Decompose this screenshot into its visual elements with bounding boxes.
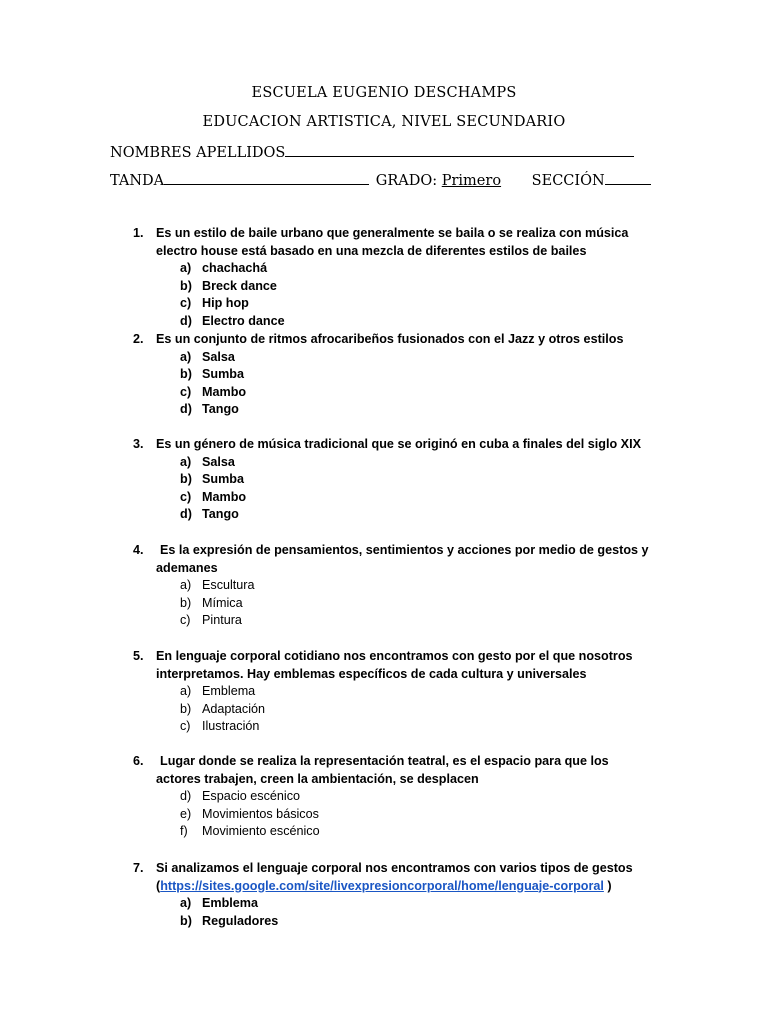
question-text: Es un estilo de baile urbano que generalmente se baila o se realiza con música electro house está basado en una mezcla de diferentes estilos de bailes — [156, 226, 629, 258]
option-text: Mambo — [202, 489, 247, 504]
option-letter: c) — [180, 296, 192, 311]
tanda-row — [110, 171, 651, 189]
option-d — [180, 401, 653, 419]
option-b — [180, 913, 653, 931]
option-text: Ilustración — [202, 719, 260, 734]
option-d — [180, 313, 653, 331]
option-b — [180, 701, 653, 719]
option-text: Salsa — [202, 454, 235, 469]
grado-label: GRADO: — [375, 173, 438, 189]
options-list — [180, 683, 653, 736]
option-b — [180, 278, 653, 296]
option-d — [180, 788, 653, 806]
option-letter: a) — [180, 349, 192, 364]
option-c — [180, 295, 653, 313]
option-a — [180, 260, 653, 278]
option-text: Sumba — [202, 472, 244, 487]
option-text: Escultura — [202, 578, 255, 592]
question-text-block: Si analizamos el lenguaje corporal nos encontramos con varios tipos de gestos (https://sites.google.com/site/livexpresioncorporal/home/lenguaje-corporal ) — [156, 861, 633, 893]
options-list — [180, 788, 653, 841]
option-letter: c) — [180, 384, 192, 399]
option-b — [180, 471, 653, 489]
question-text: Lugar donde se realiza la representación teatral, es el espacio para que los actores trabajen, creen la ambientación, se desplacen — [156, 754, 609, 786]
option-letter: b) — [180, 595, 192, 610]
option-a — [180, 349, 653, 367]
question-7 — [133, 860, 653, 930]
option-letter: b) — [180, 701, 192, 716]
option-letter: e) — [180, 806, 192, 821]
option-text: Sumba — [202, 367, 244, 382]
option-a — [180, 454, 653, 472]
option-letter: a) — [180, 578, 192, 592]
question-number: 1. — [133, 226, 144, 240]
question-text: Es un conjunto de ritmos afrocaribeños fusionados con el Jazz y otros estilos — [156, 332, 624, 346]
option-a — [180, 577, 653, 595]
option-text: Electro dance — [202, 313, 285, 328]
names-blank-line — [285, 143, 634, 157]
options-list — [180, 454, 653, 524]
option-text: Espacio escénico — [202, 789, 301, 803]
option-letter: c) — [180, 719, 191, 734]
option-text: Pintura — [202, 613, 242, 628]
options-list — [180, 577, 653, 630]
option-text: Movimiento escénico — [202, 824, 320, 839]
tanda-label: TANDA — [110, 173, 165, 189]
option-text: Emblema — [202, 684, 256, 698]
option-text: Reguladores — [202, 913, 279, 928]
question-5 — [133, 648, 653, 736]
grado-value: Primero — [441, 173, 502, 189]
question-2 — [133, 331, 653, 419]
reference-link[interactable]: https://sites.google.com/site/livexpresioncorporal/home/lenguaje-corporal — [160, 878, 604, 893]
option-letter: b) — [180, 913, 192, 928]
option-letter: a) — [180, 261, 192, 275]
option-letter: b) — [180, 472, 192, 487]
question-1 — [133, 225, 653, 330]
option-letter: d) — [180, 313, 192, 328]
question-number: 3. — [133, 437, 144, 451]
option-text: Adaptación — [202, 701, 266, 716]
subject-title: EDUCACION ARTISTICA, NIVEL SECUNDARIO — [202, 114, 566, 130]
option-text: Salsa — [202, 349, 235, 364]
option-d — [180, 506, 653, 524]
option-a — [180, 683, 653, 701]
question-number: 5. — [133, 649, 144, 663]
options-list — [180, 895, 653, 930]
option-c — [180, 718, 653, 736]
option-f — [180, 823, 653, 841]
option-letter: d) — [180, 789, 192, 803]
question-3 — [133, 436, 653, 524]
option-e — [180, 806, 653, 824]
option-text: Mambo — [202, 384, 247, 399]
option-text: Hip hop — [202, 296, 249, 311]
option-letter: a) — [180, 454, 192, 469]
question-number: 2. — [133, 332, 144, 346]
question-4 — [133, 542, 653, 630]
option-text: Tango — [202, 402, 239, 417]
option-letter: a) — [180, 896, 192, 910]
option-text: chachachá — [202, 261, 268, 275]
option-letter: f) — [180, 824, 188, 839]
question-text: En lenguaje corporal cotidiano nos encontramos con gesto por el que nosotros interpretamos. Hay emblemas específicos de cada cultura y universales — [156, 649, 633, 681]
option-letter: b) — [180, 278, 192, 293]
question-text: Si analizamos el lenguaje corporal nos encontramos con varios tipos de gestos — [156, 861, 633, 875]
option-letter: c) — [180, 613, 191, 628]
option-letter: b) — [180, 367, 192, 382]
question-number: 4. — [133, 543, 144, 557]
seccion-blank-line — [605, 171, 651, 185]
option-c — [180, 384, 653, 402]
options-list — [180, 260, 653, 330]
names-label: NOMBRES APELLIDOS — [110, 145, 286, 161]
school-name: ESCUELA EUGENIO DESCHAMPS — [251, 85, 517, 101]
option-text: Emblema — [202, 896, 258, 910]
option-text: Movimientos básicos — [202, 806, 319, 821]
question-number: 6. — [133, 754, 144, 768]
option-text: Mímica — [202, 595, 243, 610]
question-text: Es un género de música tradicional que se originó en cuba a finales del siglo XIX — [156, 437, 641, 451]
question-number: 7. — [133, 861, 144, 875]
seccion-label: SECCIÓN — [531, 173, 605, 189]
option-c — [180, 489, 653, 507]
question-6 — [133, 753, 653, 841]
option-text: Breck dance — [202, 278, 277, 293]
option-letter: d) — [180, 507, 192, 522]
tanda-blank-line — [164, 171, 369, 185]
option-letter: c) — [180, 489, 192, 504]
options-list — [180, 349, 653, 419]
option-letter: d) — [180, 402, 192, 417]
option-b — [180, 595, 653, 613]
names-row — [110, 143, 634, 161]
option-b — [180, 366, 653, 384]
option-text: Tango — [202, 507, 239, 522]
option-letter: a) — [180, 684, 192, 698]
question-text: Es la expresión de pensamientos, sentimientos y acciones por medio de gestos y ademanes — [156, 543, 649, 575]
option-a — [180, 895, 653, 913]
option-c — [180, 612, 653, 630]
